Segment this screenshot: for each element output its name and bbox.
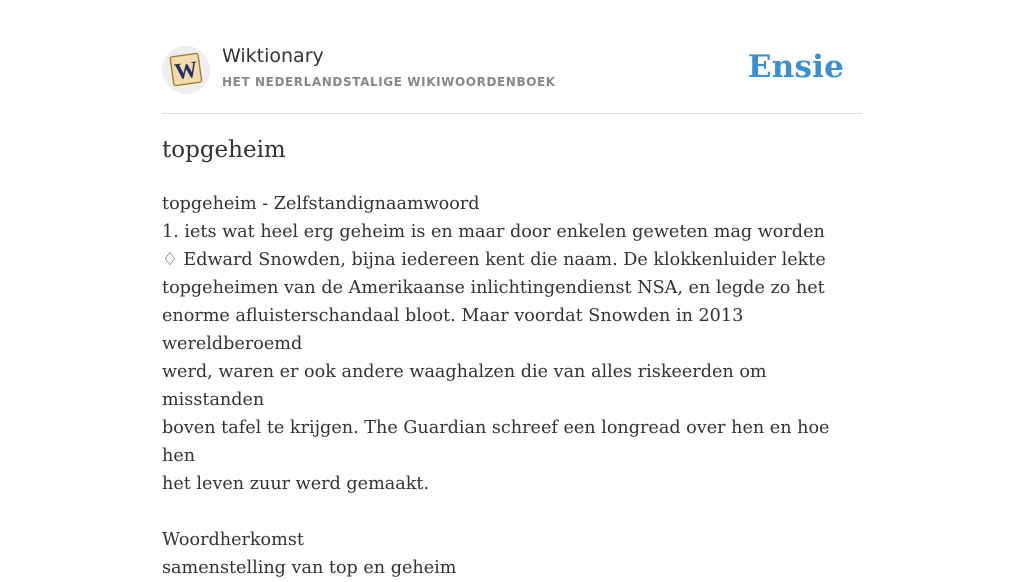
ensie-brand-link[interactable]: Ensie bbox=[747, 49, 844, 85]
example-line: topgeheimen van de Amerikaanse inlichtingendienst NSA, en legde zo het bbox=[162, 278, 825, 298]
etymology-label: Woordherkomst bbox=[162, 530, 304, 550]
site-tagline: HET NEDERLANDSTALIGE WIKIWOORDENBOEK bbox=[222, 75, 556, 89]
example-line: het leven zuur werd gemaakt. bbox=[162, 474, 430, 494]
logo-letter: W bbox=[172, 56, 200, 85]
site-name[interactable]: Wiktionary bbox=[222, 45, 324, 67]
entry-body bbox=[162, 190, 862, 582]
entry-title: topgeheim bbox=[162, 137, 286, 163]
entry-heading-line: topgeheim - Zelfstandignaamwoord bbox=[162, 194, 480, 214]
example-line: boven tafel te krijgen. The Guardian schreef een longread over hen en hoe hen bbox=[162, 418, 830, 466]
example-line: enorme afluisterschandaal bloot. Maar voordat Snowden in 2013 wereldberoemd bbox=[162, 306, 744, 354]
paragraph-spacer bbox=[162, 498, 862, 526]
example-line: werd, waren er ook andere waaghalzen die van alles riskeerden om misstanden bbox=[162, 362, 767, 410]
site-header bbox=[162, 40, 862, 114]
wiktionary-logo-icon[interactable] bbox=[162, 46, 210, 94]
entry-definition: 1. iets wat heel erg geheim is en maar door enkelen geweten mag worden bbox=[162, 222, 825, 242]
etymology-text: samenstelling van top en geheim bbox=[162, 558, 457, 578]
example-line: ♢ Edward Snowden, bijna iedereen kent die naam. De klokkenluider lekte bbox=[162, 250, 826, 270]
